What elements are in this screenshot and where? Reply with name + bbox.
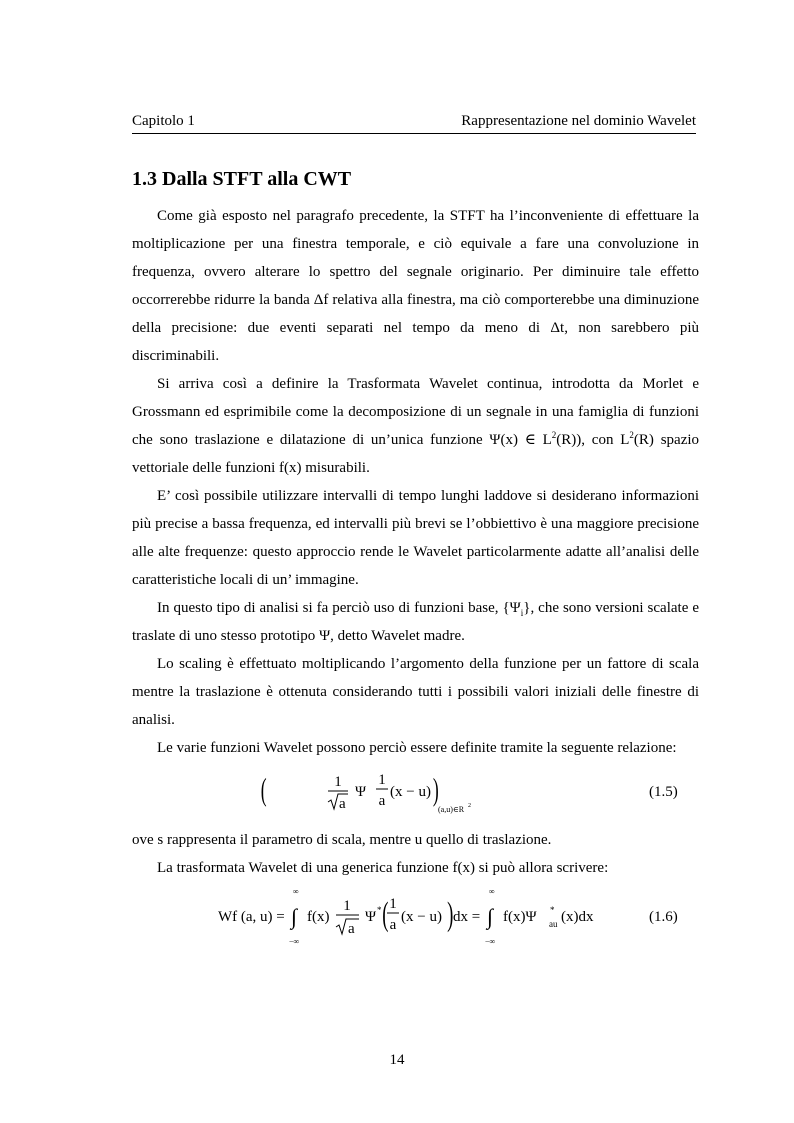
math-sup: 2 xyxy=(551,430,557,440)
text-run: , non sarebbero più discriminabili. xyxy=(132,320,700,364)
eq16-int-lower: −∞ xyxy=(289,937,300,946)
text-run: , che sono versioni scalate e traslate di uno stesso prototipo xyxy=(132,600,699,644)
text-run: Come già esposto nel paragrafo precedente, la STFT ha l’inconveniente di effettuare la moltiplicazione per una finestra temporale, e ciò equivale a fare una convoluzione in frequenza, ovvero alterare lo spettro del segnale originario. Per diminuire tale effetto occorrerebbe ridurre la banda xyxy=(132,208,699,308)
math-run: {Ψ xyxy=(502,600,521,616)
paragraph-relation: Le varie funzioni Wavelet possono perciò essere definite tramite la seguente relazione: xyxy=(157,740,677,756)
eq16-psi-sup: * xyxy=(550,905,555,915)
body-text xyxy=(132,202,699,952)
eq16-tail: (x)dx xyxy=(561,909,594,925)
eq15-number: (1.5) xyxy=(649,784,678,800)
eq16-left-paren: ( xyxy=(382,895,389,933)
paragraph-basis xyxy=(132,594,699,650)
eq16-fx2: f(x)Ψ xyxy=(503,909,537,925)
math-sup: 2 xyxy=(629,430,634,440)
math-run: (R) xyxy=(556,432,577,448)
eq15-arg: (x − u) xyxy=(390,784,431,800)
eq16-int2-upper: ∞ xyxy=(489,887,495,896)
eq16-one: 1 xyxy=(343,898,351,914)
section-title: 1.3 Dalla STFT alla CWT xyxy=(132,168,352,190)
eq16-sqrt-a: a xyxy=(348,921,355,937)
equation-1-5-graphic xyxy=(132,762,699,826)
paragraph-transform: La trasformata Wavelet di una generica funzione f(x) si può allora scrivere: xyxy=(157,860,609,876)
eq16-inner-one: 1 xyxy=(389,896,397,912)
eq16-int2-sign: ∫ xyxy=(487,904,494,929)
paragraph-cwt-def xyxy=(132,370,699,482)
math-run: L xyxy=(620,432,630,448)
math-run: Ψ(x) ∈ L xyxy=(489,432,552,448)
eq15-subscript-sup: 2 xyxy=(468,803,471,809)
eq16-inner-a: a xyxy=(389,917,397,933)
paragraph-params: ove s rappresenta il parametro di scala, mentre u quello di traslazione. xyxy=(132,832,552,848)
page-number: 14 xyxy=(389,1052,405,1068)
eq16-arg: (x − u) xyxy=(401,909,442,925)
paragraph-intervals: E’ così possibile utilizzare intervalli di tempo lunghi laddove si desiderano informazioni più precise a bassa frequenza, ed intervalli più brevi se l’obbiettivo è una maggiore precisione alle alte frequenze: questo approccio rende le Wavelet particolarmente adatte all’analisi delle caratteristiche locali di un’ immagine. xyxy=(132,488,699,588)
eq16-star: * xyxy=(377,905,382,915)
equation-1-6-graphic xyxy=(132,882,699,952)
eq16-psi: Ψ xyxy=(365,909,377,925)
eq15-subscript: (a,u)∈R xyxy=(438,805,465,814)
text-run: spazio vettoriale delle funzioni f(x) misurabili. xyxy=(132,432,700,476)
paragraph-stft xyxy=(132,202,699,370)
math-psi: Ψ xyxy=(319,628,331,644)
eq16-dx-eq: dx = xyxy=(453,909,481,925)
equation-1-6 xyxy=(132,882,699,952)
header-title: Rappresentazione nel dominio Wavelet xyxy=(461,113,696,129)
eq15-inner-a: a xyxy=(378,793,386,809)
math-run: } xyxy=(523,600,531,616)
eq16-fx: f(x) xyxy=(307,909,330,925)
text-run: In questo tipo di analisi si fa perciò uso di funzioni base, xyxy=(157,600,499,616)
running-header xyxy=(132,113,696,134)
math-l2 xyxy=(620,432,654,448)
math-sub: i xyxy=(520,608,524,618)
math-delta-t: Δt xyxy=(550,320,565,336)
eq15-sqrt-a: a xyxy=(339,796,346,812)
equation-1-5 xyxy=(132,762,699,826)
eq15-psi: Ψ xyxy=(355,784,367,800)
paragraph-scaling: Lo scaling è effettuato moltiplicando l’argomento della funzione per un fattore di scala mentre la traslazione è ottenuta considerando tutti i possibili valori iniziali delle finestre di analisi. xyxy=(132,656,699,728)
eq16-int-upper: ∞ xyxy=(293,887,299,896)
text-run: ), con xyxy=(576,432,614,448)
eq16-psi-sub: au xyxy=(549,919,558,929)
header-chapter: Capitolo 1 xyxy=(132,113,195,129)
math-delta-f: Δf xyxy=(313,292,329,308)
math-run: (R) xyxy=(633,432,654,448)
math-psi-in-l2 xyxy=(489,432,576,448)
eq15-right-paren: ) xyxy=(432,771,439,808)
eq16-right-paren: ) xyxy=(447,895,454,933)
eq16-int2-lower: −∞ xyxy=(485,937,496,946)
math-psi-set xyxy=(502,600,530,616)
eq15-left-paren: ( xyxy=(260,771,267,808)
text-run: , detto Wavelet madre. xyxy=(330,628,465,644)
text-run: relativa alla finestra, ma ciò comporterebbe una diminuzione della precisione: due eventi separati nel tempo da meno di xyxy=(132,292,699,336)
eq15-one: 1 xyxy=(334,774,342,790)
text-run: Si arriva così a definire la Trasformata Wavelet continua, introdotta da Morlet e Grossmann ed esprimibile come la decomposizione di un segnale in una famiglia di funzioni che sono traslazione e dilatazione di un’unica funzione xyxy=(132,376,699,448)
eq16-number: (1.6) xyxy=(649,909,678,925)
eq16-int-sign: ∫ xyxy=(291,904,298,929)
eq15-inner-one: 1 xyxy=(378,772,386,788)
eq16-lhs: Wf (a, u) = xyxy=(218,909,285,925)
